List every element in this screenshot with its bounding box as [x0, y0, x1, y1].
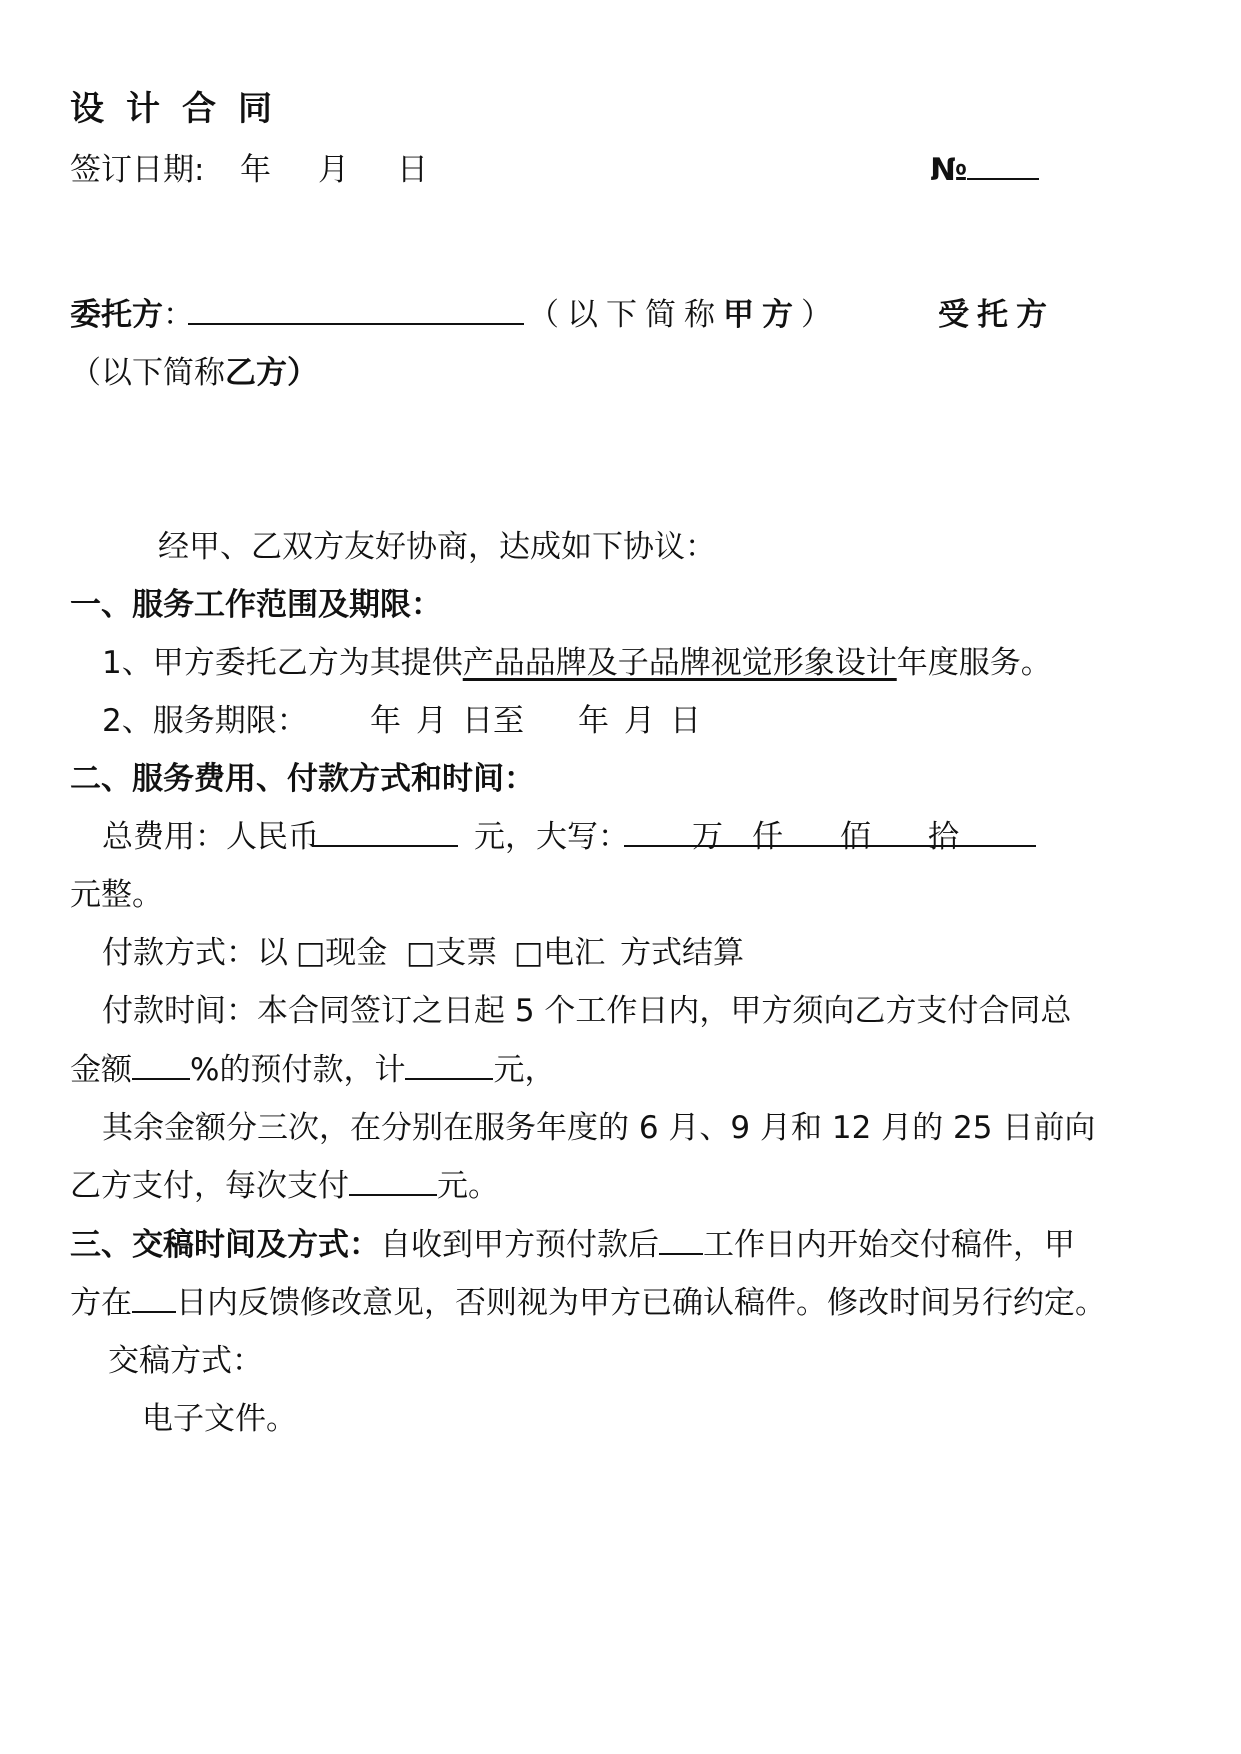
option-cash-checkbox[interactable]: □现金 — [296, 935, 388, 971]
installment-yuan: 元。 — [437, 1168, 499, 1204]
term-day2: 日 — [670, 703, 701, 739]
amount-line — [70, 1052, 556, 1088]
payment-method-label: 付款方式：以 — [102, 935, 288, 971]
item1-service-name: 产品品牌及子品牌视觉形象设计 — [462, 645, 897, 681]
section3-line2 — [70, 1285, 1106, 1321]
percent-blank — [132, 1077, 190, 1080]
delivery-method-value: 电子文件。 — [142, 1401, 297, 1437]
caps-bai: 佰 — [840, 819, 871, 855]
contractor-alias-prefix: （以下简称 — [70, 355, 225, 391]
section3-line1 — [70, 1227, 1075, 1263]
prepay-blank — [405, 1077, 493, 1080]
caps-amount-underline — [624, 844, 1036, 847]
client-label: 委托方 — [70, 297, 163, 333]
section3-line1-suffix: 工作日内开始交付稿件，甲 — [703, 1227, 1075, 1263]
yuan-caps-label: 元，大写： — [474, 819, 629, 855]
section3-line2-prefix: 方在 — [70, 1285, 132, 1321]
intro-text: 经甲、乙双方友好协商，达成如下协议： — [158, 529, 716, 565]
delivery-method-label: 交稿方式： — [108, 1343, 263, 1379]
client-alias — [528, 297, 840, 333]
contract-number-label: № — [930, 152, 968, 188]
term-day1-to: 日至 — [462, 703, 524, 739]
option-wire-checkbox[interactable]: □电汇 — [514, 935, 606, 971]
sign-date-day: 日 — [397, 152, 428, 188]
contract-number-row — [930, 152, 1039, 188]
contractor-alias — [70, 355, 318, 391]
client-row — [70, 297, 194, 333]
client-colon: ： — [163, 297, 194, 333]
total-fee-label: 总费用：人民币 — [102, 819, 319, 855]
section1-item2-label: 2、服务期限： — [102, 703, 308, 739]
payment-time-line1: 付款时间：本合同签订之日起 5 个工作日内，甲方须向乙方支付合同总 — [102, 993, 1072, 1029]
section3-line2-suffix: 日内反馈修改意见，否则视为甲方已确认稿件。修改时间另行约定。 — [176, 1285, 1106, 1321]
sign-date-row — [70, 152, 205, 188]
caps-qian: 仟 — [752, 819, 783, 855]
installment-blank — [349, 1193, 437, 1196]
client-alias-bold: 甲方 — [723, 297, 801, 333]
caps-shi: 拾 — [928, 819, 959, 855]
section2-heading: 二、服务费用、付款方式和时间： — [70, 761, 535, 797]
caps-amount-underline-wrap — [624, 819, 1036, 855]
section3-heading: 三、交稿时间及方式： — [70, 1227, 380, 1263]
sign-date-label: 签订日期: — [70, 152, 205, 188]
term-year2: 年 — [578, 703, 609, 739]
sign-date-month: 月 — [318, 152, 349, 188]
prepay-yuan: 元， — [493, 1052, 556, 1088]
remaining-line1: 其余金额分三次，在分别在服务年度的 6 月、9 月和 12 月的 25 日前向 — [102, 1110, 1096, 1146]
item1-suffix: 年度服务。 — [896, 645, 1052, 681]
caps-wan: 万 — [692, 819, 723, 855]
document-title: 设计合同 — [70, 89, 294, 129]
settle-text: 方式结算 — [620, 935, 744, 971]
section1-heading: 一、服务工作范围及期限： — [70, 587, 442, 623]
remaining-line2 — [70, 1168, 499, 1204]
contract-number-blank — [967, 177, 1039, 180]
client-name-blank — [188, 322, 524, 325]
contractor-alias-close: ） — [287, 355, 318, 391]
remaining-prefix: 乙方支付，每次支付 — [70, 1168, 349, 1204]
amount-label: 金额 — [70, 1052, 132, 1088]
term-month1: 月 — [416, 703, 447, 739]
total-fee-blank — [312, 844, 458, 847]
client-alias-prefix: （以下简称 — [528, 297, 723, 333]
section1-item1 — [102, 645, 1052, 681]
contractor-alias-bold: 乙方 — [225, 355, 287, 391]
section3-line1-prefix: 自收到甲方预付款后 — [380, 1227, 659, 1263]
sign-date-year: 年 — [240, 152, 271, 188]
yuan-zheng: 元整。 — [70, 877, 163, 913]
term-year1: 年 — [370, 703, 401, 739]
term-month2: 月 — [624, 703, 655, 739]
client-alias-close: ） — [801, 297, 840, 333]
total-fee-blank-wrap — [312, 822, 458, 853]
feedback-days-blank — [132, 1310, 176, 1313]
option-check-checkbox[interactable]: □支票 — [406, 935, 498, 971]
client-name-field-wrap — [188, 300, 524, 331]
contractor-label: 受托方 — [938, 297, 1055, 333]
percent-text: %的预付款，计 — [190, 1052, 406, 1088]
item1-prefix: 1、甲方委托乙方为其提供 — [102, 645, 463, 681]
start-days-blank — [659, 1252, 703, 1255]
